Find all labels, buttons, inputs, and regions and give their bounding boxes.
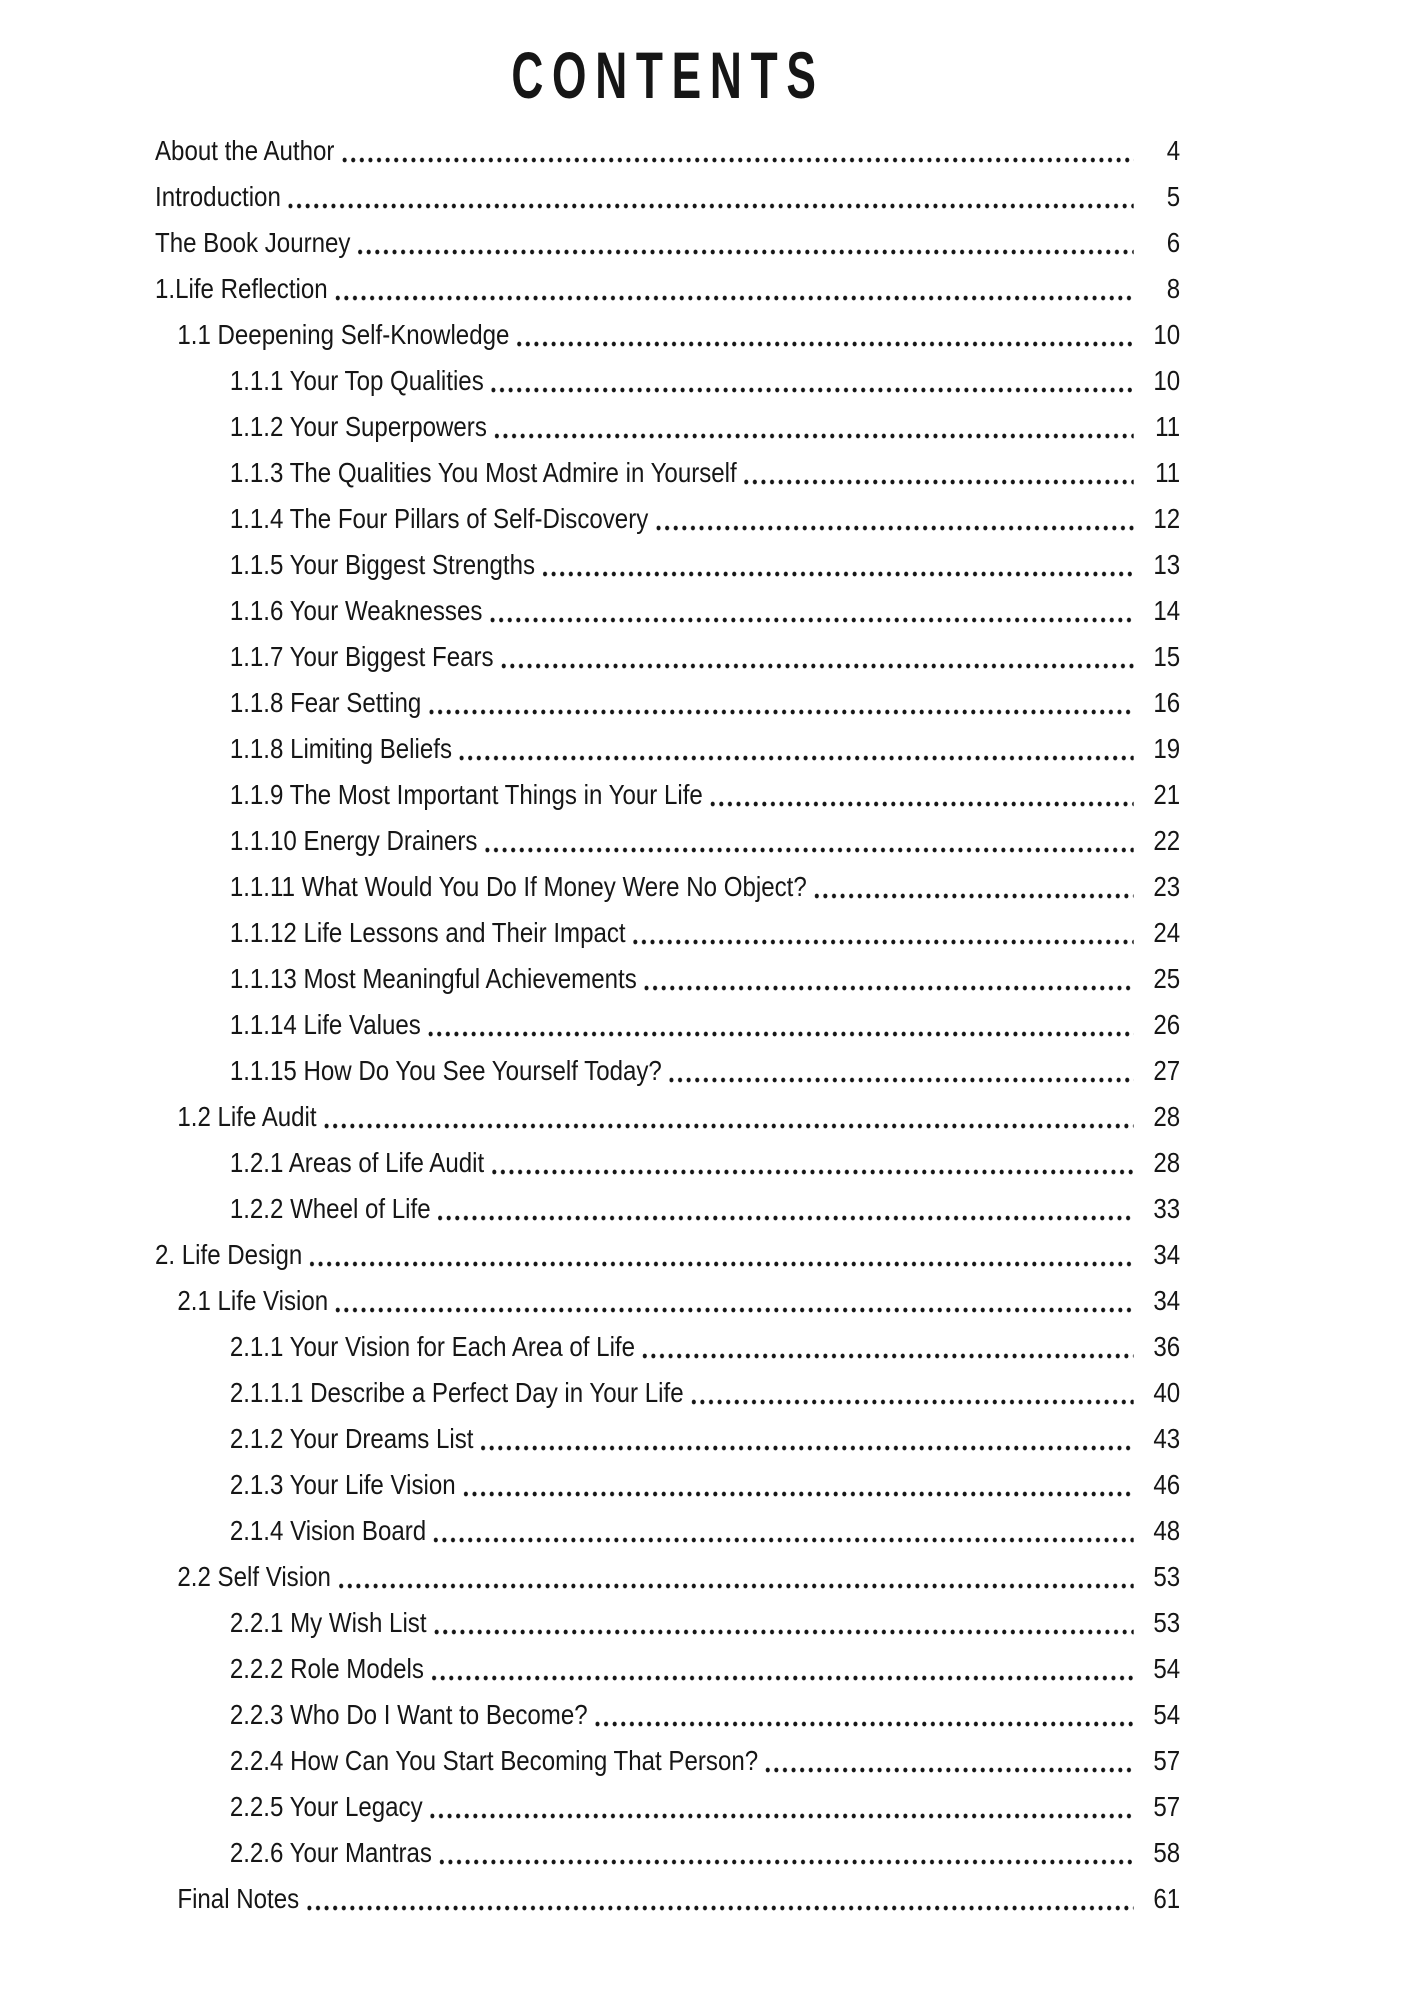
toc-entry xyxy=(155,1822,1180,1868)
toc-list xyxy=(155,120,1180,1914)
toc-entry-label: About the Author xyxy=(155,135,335,166)
toc-entry-page-number: 54 xyxy=(1153,1653,1181,1684)
dot-leader xyxy=(342,157,1134,163)
toc-entry-label: 1.1.8 Limiting Beliefs xyxy=(229,733,453,764)
dot-leader xyxy=(485,847,1133,853)
toc-entry xyxy=(155,534,1180,580)
toc-entry xyxy=(155,396,1180,442)
dot-leader xyxy=(691,1399,1133,1405)
toc-entry-page-number: 54 xyxy=(1153,1699,1181,1730)
dot-leader xyxy=(492,1169,1134,1175)
toc-entry xyxy=(155,1178,1180,1224)
toc-entry-label: 2.2 Self Vision xyxy=(177,1561,331,1592)
toc-entry-label: 1.1.6 Your Weaknesses xyxy=(229,595,483,626)
toc-entry-label: Final Notes xyxy=(177,1883,300,1914)
toc-entry xyxy=(155,810,1180,856)
page-title-text: CONTENTS xyxy=(510,38,825,112)
dot-leader xyxy=(670,1077,1134,1083)
toc-entry-label: 2.1.2 Your Dreams List xyxy=(229,1423,474,1454)
toc-entry-page-number: 46 xyxy=(1153,1469,1181,1500)
toc-entry-label: Introduction xyxy=(155,181,281,212)
toc-entry xyxy=(155,718,1180,764)
toc-entry-page-number: 23 xyxy=(1153,871,1181,902)
dot-leader xyxy=(744,479,1133,485)
toc-entry-page-number: 11 xyxy=(1155,457,1181,488)
toc-entry xyxy=(155,1868,1180,1914)
dot-leader xyxy=(495,433,1134,439)
dot-leader xyxy=(460,755,1134,761)
toc-entry xyxy=(155,1684,1180,1730)
toc-entry xyxy=(155,1362,1180,1408)
toc-entry xyxy=(155,1086,1180,1132)
toc-entry xyxy=(155,1500,1180,1546)
toc-entry-label: 1.Life Reflection xyxy=(155,273,328,304)
toc-entry-label: 1.2 Life Audit xyxy=(177,1101,317,1132)
toc-entry-page-number: 6 xyxy=(1166,227,1181,258)
dot-leader xyxy=(307,1905,1134,1911)
dot-leader xyxy=(643,1353,1134,1359)
toc-entry-page-number: 12 xyxy=(1153,503,1181,534)
toc-entry-label: 1.1.9 The Most Important Things in Your Life xyxy=(229,779,703,810)
toc-entry-page-number: 15 xyxy=(1153,641,1181,672)
toc-entry xyxy=(155,1408,1180,1454)
toc-entry xyxy=(155,1316,1180,1362)
toc-entry-page-number: 53 xyxy=(1153,1561,1181,1592)
toc-entry xyxy=(155,1546,1180,1592)
toc-entry xyxy=(155,120,1180,166)
toc-entry-label: 1.1.8 Fear Setting xyxy=(229,687,422,718)
toc-entry-page-number: 34 xyxy=(1153,1285,1181,1316)
toc-entry-label: 1.2.1 Areas of Life Audit xyxy=(229,1147,485,1178)
dot-leader xyxy=(430,1813,1133,1819)
toc-entry-page-number: 10 xyxy=(1153,365,1181,396)
toc-entry-page-number: 58 xyxy=(1153,1837,1181,1868)
toc-entry xyxy=(155,764,1180,810)
toc-entry-label: 1.1.7 Your Biggest Fears xyxy=(229,641,494,672)
dot-leader xyxy=(633,939,1133,945)
dot-leader xyxy=(440,1859,1134,1865)
toc-entry xyxy=(155,1638,1180,1684)
dot-leader xyxy=(490,617,1134,623)
toc-entry-label: 1.1.14 Life Values xyxy=(229,1009,421,1040)
dot-leader xyxy=(339,1583,1134,1589)
toc-entry-label: 1.1 Deepening Self-Knowledge xyxy=(177,319,510,350)
dot-leader xyxy=(501,663,1133,669)
toc-entry-label: 1.1.4 The Four Pillars of Self-Discovery xyxy=(229,503,649,534)
toc-entry xyxy=(155,1270,1180,1316)
dot-leader xyxy=(429,1031,1134,1037)
toc-entry-label: 2.1.1 Your Vision for Each Area of Life xyxy=(229,1331,636,1362)
toc-entry-label: 1.2.2 Wheel of Life xyxy=(229,1193,431,1224)
toc-entry-page-number: 40 xyxy=(1153,1377,1181,1408)
toc-entry-label: 2.2.4 How Can You Start Becoming That Person? xyxy=(229,1745,759,1776)
toc-entry-label: 1.1.13 Most Meaningful Achievements xyxy=(229,963,637,994)
toc-entry-label: 1.1.5 Your Biggest Strengths xyxy=(229,549,536,580)
toc-entry xyxy=(155,1454,1180,1500)
toc-entry-page-number: 16 xyxy=(1153,687,1181,718)
toc-entry xyxy=(155,626,1180,672)
dot-leader xyxy=(644,985,1133,991)
toc-entry-page-number: 57 xyxy=(1153,1791,1181,1822)
toc-entry xyxy=(155,442,1180,488)
toc-entry-page-number: 25 xyxy=(1153,963,1181,994)
toc-entry-page-number: 26 xyxy=(1153,1009,1181,1040)
toc-entry-page-number: 19 xyxy=(1153,733,1181,764)
toc-entry-page-number: 33 xyxy=(1153,1193,1181,1224)
dot-leader xyxy=(595,1721,1133,1727)
toc-entry xyxy=(155,1592,1180,1638)
toc-entry-label: 2.2.6 Your Mantras xyxy=(229,1837,432,1868)
dot-leader xyxy=(711,801,1134,807)
toc-entry xyxy=(155,166,1180,212)
toc-entry xyxy=(155,856,1180,902)
toc-entry-label: 1.1.10 Energy Drainers xyxy=(229,825,478,856)
page-title xyxy=(155,38,1180,112)
toc-entry xyxy=(155,902,1180,948)
toc-entry xyxy=(155,672,1180,718)
dot-leader xyxy=(336,1307,1134,1313)
toc-entry-label: 1.1.2 Your Superpowers xyxy=(229,411,487,442)
toc-entry-label: The Book Journey xyxy=(155,227,351,258)
dot-leader xyxy=(491,387,1133,393)
toc-entry-label: 1.1.12 Life Lessons and Their Impact xyxy=(229,917,626,948)
toc-entry-label: 2.2.2 Role Models xyxy=(229,1653,424,1684)
toc-entry-page-number: 28 xyxy=(1153,1101,1181,1132)
dot-leader xyxy=(429,709,1134,715)
toc-entry-label: 2.1.4 Vision Board xyxy=(229,1515,427,1546)
dot-leader xyxy=(814,893,1133,899)
toc-entry-label: 2.2.5 Your Legacy xyxy=(229,1791,423,1822)
toc-entry xyxy=(155,994,1180,1040)
toc-entry xyxy=(155,1040,1180,1086)
dot-leader xyxy=(289,203,1134,209)
dot-leader xyxy=(463,1491,1133,1497)
toc-entry-label: 2.1.1.1 Describe a Perfect Day in Your Life xyxy=(229,1377,684,1408)
toc-entry-page-number: 34 xyxy=(1153,1239,1181,1270)
toc-entry-page-number: 36 xyxy=(1153,1331,1181,1362)
toc-entry xyxy=(155,212,1180,258)
dot-leader xyxy=(324,1123,1133,1129)
toc-entry-page-number: 27 xyxy=(1153,1055,1181,1086)
dot-leader xyxy=(432,1675,1134,1681)
toc-entry-page-number: 21 xyxy=(1153,779,1181,810)
toc-entry-page-number: 53 xyxy=(1153,1607,1181,1638)
dot-leader xyxy=(434,1629,1133,1635)
dot-leader xyxy=(310,1261,1134,1267)
toc-entry-page-number: 28 xyxy=(1153,1147,1181,1178)
toc-entry-page-number: 57 xyxy=(1153,1745,1181,1776)
toc-entry-page-number: 61 xyxy=(1153,1883,1181,1914)
toc-entry-label: 1.1.15 How Do You See Yourself Today? xyxy=(229,1055,662,1086)
toc-entry-label: 2.1.3 Your Life Vision xyxy=(229,1469,456,1500)
toc-entry-label: 1.1.3 The Qualities You Most Admire in Yourself xyxy=(229,457,737,488)
dot-leader xyxy=(766,1767,1134,1773)
toc-entry-page-number: 11 xyxy=(1155,411,1181,442)
dot-leader xyxy=(434,1537,1134,1543)
toc-entry xyxy=(155,948,1180,994)
toc-entry-page-number: 24 xyxy=(1153,917,1181,948)
toc-entry-label: 2. Life Design xyxy=(155,1239,303,1270)
toc-entry-label: 1.1.1 Your Top Qualities xyxy=(229,365,484,396)
toc-entry-label: 2.1 Life Vision xyxy=(177,1285,329,1316)
dot-leader xyxy=(543,571,1134,577)
dot-leader xyxy=(335,295,1133,301)
toc-entry xyxy=(155,258,1180,304)
dot-leader xyxy=(438,1215,1133,1221)
dot-leader xyxy=(656,525,1134,531)
toc-entry-page-number: 43 xyxy=(1153,1423,1181,1454)
toc-entry xyxy=(155,1224,1180,1270)
toc-entry xyxy=(155,1730,1180,1776)
toc-entry-page-number: 5 xyxy=(1166,181,1181,212)
toc-entry xyxy=(155,580,1180,626)
toc-entry-page-number: 13 xyxy=(1153,549,1181,580)
toc-entry-label: 2.2.1 My Wish List xyxy=(229,1607,427,1638)
toc-entry xyxy=(155,1132,1180,1178)
toc-entry-page-number: 10 xyxy=(1153,319,1181,350)
toc-entry-page-number: 8 xyxy=(1166,273,1181,304)
contents-content xyxy=(155,0,1180,1914)
toc-entry-label: 1.1.11 What Would You Do If Money Were No Object? xyxy=(229,871,807,902)
toc-entry xyxy=(155,1776,1180,1822)
toc-entry xyxy=(155,304,1180,350)
toc-entry xyxy=(155,350,1180,396)
dot-leader xyxy=(358,249,1134,255)
dot-leader xyxy=(481,1445,1133,1451)
toc-entry-page-number: 14 xyxy=(1153,595,1181,626)
toc-entry-page-number: 48 xyxy=(1153,1515,1181,1546)
toc-entry-page-number: 22 xyxy=(1153,825,1181,856)
toc-entry-page-number: 4 xyxy=(1166,135,1181,166)
dot-leader xyxy=(517,341,1134,347)
toc-entry xyxy=(155,488,1180,534)
toc-entry-label: 2.2.3 Who Do I Want to Become? xyxy=(229,1699,588,1730)
